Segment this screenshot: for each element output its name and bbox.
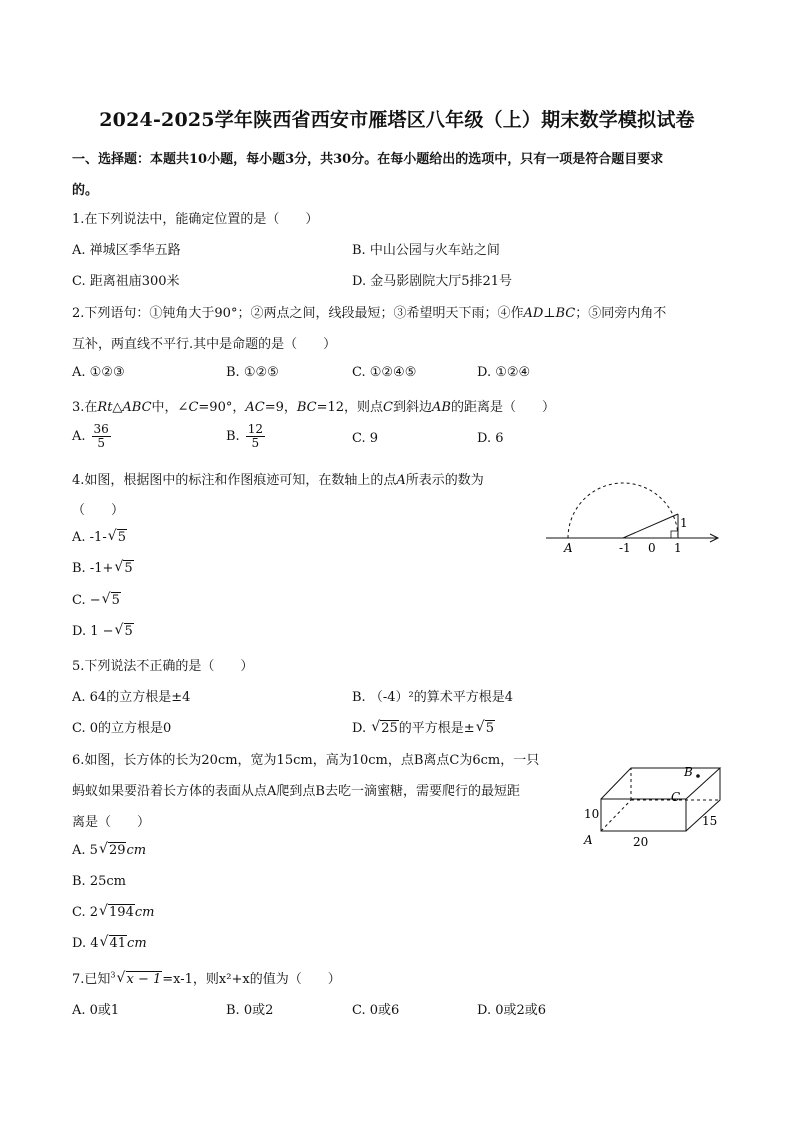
option-text: D. 1 −: [72, 624, 114, 639]
segment-length-label: 1: [680, 516, 688, 530]
question-6-stem-cont: 蚂蚁如果要沿着长方体的表面从点A爬到点B去吃一滴蜜糖，需要爬行的最短距: [72, 784, 520, 799]
option-text: C. 2: [72, 905, 99, 920]
q3-option-b: [226, 423, 265, 450]
option-text: A. 5: [72, 843, 98, 858]
sqrt-symbol: [371, 721, 399, 736]
tick-label-one: 1: [674, 541, 682, 555]
point-b-label: B: [684, 765, 693, 779]
q3-text: 到斜边: [393, 400, 433, 415]
q6-option-d: [72, 936, 147, 951]
q5-option-a: A. 64的立方根是±4: [72, 690, 191, 705]
q3-math: C: [188, 400, 199, 415]
numerator: 12: [247, 422, 263, 436]
option-text: A. -1-: [72, 530, 107, 545]
q2-option-d: D. ①②④: [477, 365, 531, 380]
q3-text: 的距离是（ ）: [450, 400, 555, 415]
q7-text: 7.已知: [72, 972, 111, 987]
radicand: 29: [108, 843, 126, 858]
compass-arc: [568, 483, 678, 538]
height-label: 10: [584, 807, 600, 821]
q7-option-d: D. 0或2或6: [477, 1003, 547, 1018]
radicand: 5: [485, 721, 494, 736]
q2-option-a: A. ①②③: [72, 365, 125, 380]
root-index: 3: [110, 970, 116, 980]
sqrt-symbol: [100, 936, 128, 951]
denominator: 5: [97, 436, 105, 450]
question-2-stem-cont: 互补，两直线不平行.其中是命题的是（ ）: [72, 337, 337, 352]
cuboid-figure: [580, 745, 730, 855]
q3-option-d: D. 6: [477, 431, 504, 446]
q4-text: 所表示的数为: [405, 473, 484, 488]
q7-option-c: C. 0或6: [352, 1003, 400, 1018]
width-label: 15: [702, 814, 718, 828]
q2-stem-part: ；⑤同旁内角不: [575, 306, 667, 321]
option-text: C. −: [72, 593, 101, 608]
point-b-dot: [696, 774, 700, 778]
sqrt-symbol: [114, 561, 133, 576]
option-text: B. -1+: [72, 561, 114, 576]
q6-option-a: [72, 843, 146, 858]
q6-option-c: [72, 905, 154, 920]
question-6-stem: 6.如图，长方体的长为20cm，宽为15cm，高为10cm，点B离点C为6cm，一只: [72, 753, 540, 768]
hidden-edge: [601, 800, 631, 831]
question-7-stem: [72, 968, 341, 987]
option-text: D. 4: [72, 936, 99, 951]
q3-math: AC: [245, 400, 265, 415]
radicand: x − 1: [126, 972, 162, 987]
number-line-figure: [540, 468, 725, 558]
sqrt-symbol: [476, 721, 495, 736]
sqrt-symbol: [99, 843, 127, 858]
question-1-stem: 1.在下列说法中，能确定位置的是（ ）: [72, 212, 319, 227]
option-label: A.: [72, 429, 86, 444]
question-5-stem: 5.下列说法不正确的是（ ）: [72, 659, 254, 674]
q3-text: 中，∠: [151, 400, 189, 415]
q1-option-c: C. 距离祖庙300米: [72, 274, 180, 289]
q3-text: =9，: [264, 400, 297, 415]
point-a-label: A: [584, 833, 593, 847]
radicand: 194: [109, 905, 134, 920]
section-heading-cont: 的。: [72, 183, 99, 198]
q3-text: 3.在: [72, 400, 98, 415]
q3-option-a: [72, 423, 111, 450]
question-4-stem: [72, 469, 484, 488]
q4-option-b: [72, 561, 134, 576]
radicand: 5: [117, 530, 126, 545]
sqrt-symbol: [99, 905, 135, 920]
section-heading: 一、选择题：本题共10小题，每小题3分，共30分。在每小题给出的选项中，只有一项是符合题目要求: [72, 152, 664, 167]
q1-option-a: A. 禅城区季华五路: [72, 243, 181, 258]
page-title: 2024-2025学年陕西省西安市雁塔区八年级（上）期末数学模拟试卷: [99, 109, 695, 131]
q5-option-d: [352, 717, 495, 736]
sqrt-symbol: [115, 624, 134, 639]
q3-math: Rt△ABC: [97, 400, 152, 415]
q2-option-c: C. ①②④⑤: [352, 365, 417, 380]
q3-option-c: C. 9: [352, 431, 379, 446]
q7-text: =x-1，则x²+x的值为（ ）: [162, 972, 341, 987]
unit: cm: [134, 905, 155, 920]
numerator: 36: [93, 422, 109, 436]
radicand: 5: [124, 624, 133, 639]
radicand: 41: [109, 936, 127, 951]
q5-option-b: B. （-4）²的算术平方根是4: [352, 690, 513, 705]
tick-label-zero: 0: [648, 541, 656, 555]
cube-root-symbol: [117, 972, 163, 987]
option-label: B.: [226, 429, 240, 444]
tick-label-minus-one: -1: [619, 541, 631, 555]
hypotenuse-line: [623, 514, 678, 538]
radicand: 25: [381, 721, 398, 736]
unit: cm: [127, 936, 147, 951]
q2-stem-math: AD⊥BC: [523, 306, 576, 321]
sqrt-symbol: [102, 593, 121, 608]
point-a-label: A: [564, 541, 573, 555]
radicand: 5: [111, 593, 120, 608]
fraction: [92, 423, 111, 450]
unit: cm: [126, 843, 147, 858]
question-4-stem-cont: （ ）: [72, 503, 125, 518]
q4-option-c: [72, 593, 121, 608]
radicand: 5: [124, 561, 133, 576]
q3-math: C: [383, 400, 393, 415]
q1-option-d: D. 金马影剧院大厅5排21号: [352, 274, 513, 289]
q2-option-b: B. ①②⑤: [226, 365, 279, 380]
q1-option-b: B. 中山公园与火车站之间: [352, 243, 500, 258]
length-label: 20: [633, 835, 649, 849]
q4-option-d: [72, 624, 134, 639]
q3-math: BC: [296, 400, 317, 415]
q4-text: 4.如图，根据图中的标注和作图痕迹可知，在数轴上的点: [72, 473, 397, 488]
fraction: [246, 423, 265, 450]
q6-option-b: B. 25cm: [72, 874, 126, 889]
right-angle-mark: [671, 531, 678, 538]
q7-option-b: B. 0或2: [226, 1003, 274, 1018]
q5-option-c: C. 0的立方根是0: [72, 721, 172, 736]
q4-math: A: [396, 473, 406, 488]
sqrt-symbol: [108, 530, 127, 545]
q3-text: =12，则点: [316, 400, 384, 415]
q2-stem-part: 2.下列语句：①钝角大于90°；②两点之间，线段最短；③希望明天下雨；④作: [72, 306, 524, 321]
q3-text: =90°，: [198, 400, 246, 415]
q4-option-a: [72, 530, 127, 545]
option-text: D.: [352, 721, 367, 736]
option-text: 的平方根是±: [398, 721, 475, 736]
question-6-stem-cont2: 离是（ ）: [72, 815, 151, 830]
point-c-label: C: [671, 790, 681, 804]
q7-option-a: A. 0或1: [72, 1003, 120, 1018]
question-3-stem: [72, 396, 555, 415]
top-face: [601, 768, 720, 799]
q3-math: AB: [432, 400, 451, 415]
question-2-stem: [72, 302, 666, 321]
denominator: 5: [251, 436, 260, 450]
